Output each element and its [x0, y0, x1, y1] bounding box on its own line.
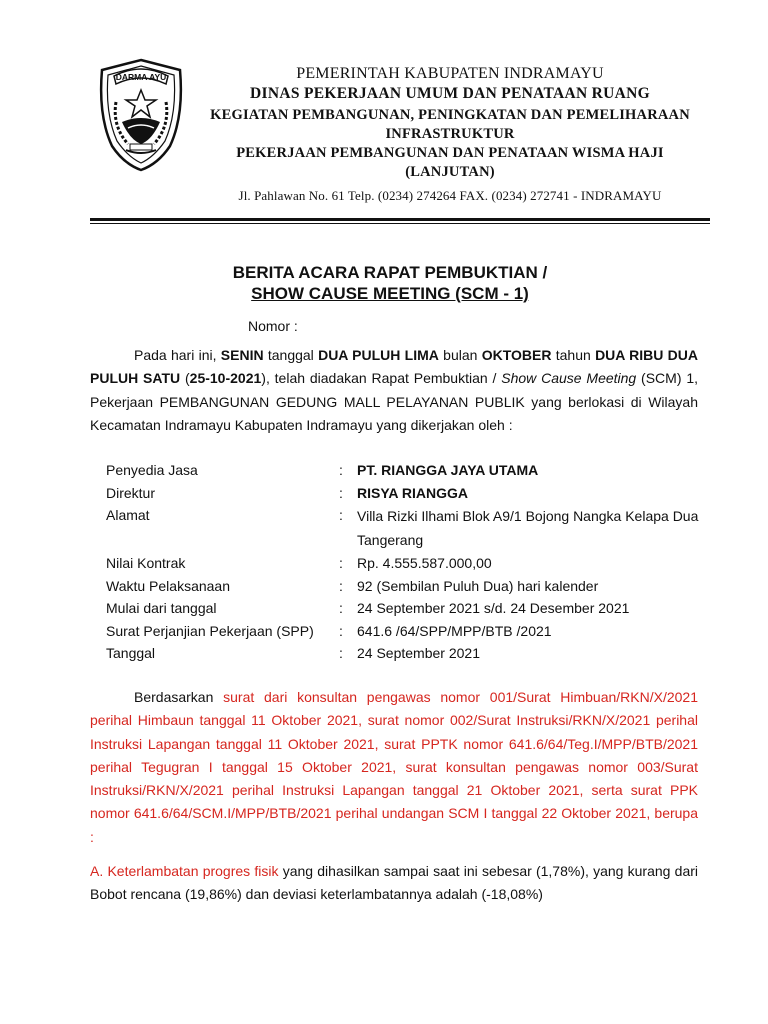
info-value: 24 September 2021	[357, 645, 480, 661]
info-separator: :	[339, 462, 343, 478]
info-value: 92 (Sembilan Puluh Dua) hari kalender	[357, 577, 599, 594]
info-row	[106, 575, 706, 598]
info-value: Villa Rizki Ilhami Blok A9/1 Bojong Nangka Kelapa Dua Tangerang	[357, 508, 699, 548]
info-separator: :	[339, 555, 343, 571]
info-row	[106, 459, 706, 482]
basis-lead-text: Berdasarkan	[134, 689, 224, 705]
meeting-year-words: DUA RIBU DUA PULUH SATU	[90, 347, 698, 387]
info-separator: :	[339, 507, 343, 523]
info-separator: :	[339, 622, 343, 639]
letterhead-activity: KEGIATAN PEMBANGUNAN, PENINGKATAN DAN PEMELIHARAAN INFRASTRUKTUR	[210, 107, 690, 142]
opening-paragraph	[90, 344, 698, 437]
info-label: Penyedia Jasa	[106, 462, 198, 478]
info-value: PT. RIANGGA JAYA UTAMA	[357, 462, 539, 478]
info-row	[106, 482, 706, 505]
info-label: Tanggal	[106, 645, 156, 661]
letterhead-divider-thin	[90, 223, 710, 224]
letterhead-government: PEMERINTAH KABUPATEN INDRAMAYU	[296, 65, 604, 82]
meeting-day: SENIN	[220, 347, 264, 363]
meeting-date-number: 25-10-2021	[189, 370, 262, 387]
document-title	[90, 262, 690, 304]
info-row	[106, 504, 706, 552]
info-row	[106, 642, 706, 665]
point-a-paragraph	[90, 860, 698, 907]
info-label: Waktu Pelaksanaan	[106, 577, 230, 594]
opening-text: bulan	[438, 347, 482, 363]
letterhead	[190, 64, 710, 205]
info-label: Nilai Kontrak	[106, 555, 186, 571]
opening-text: Pada hari ini,	[134, 347, 221, 363]
basis-reference-letters: surat dari konsultan pengawas nomor 001/Surat Himbuan/RKN/X/2021 perihal Himbaun tanggal 11 Oktober 2021, surat nomor 002/Surat Instruksi/RKN/X/2021 perihal Instruksi Lapangan tanggal 11 Oktober 2021, surat PPTK nomor 641.6/64/Teg.I/MPP/BTB/2021 perihal Tegugran I tanggal 15 Oktober 2021, surat konsultan pengawas nomor 003/Surat Instruksi/RKN/X/2021 perihal Instruksi Lapangan tanggal 21 Oktober 2021, serta surat PPK nomor 641.6/64/SCM.I/MPP/BTB/2021 perihal undangan SCM I tanggal 22 Oktober 2021, berupa :	[90, 689, 698, 845]
info-label: Surat Perjanjian Pekerjaan (SPP)	[106, 622, 314, 639]
logo-banner-text: DARMA AYU	[115, 72, 167, 82]
info-value: 641.6 /64/SPP/MPP/BTB /2021	[357, 622, 552, 639]
opening-text: (	[180, 370, 190, 387]
info-value: RISYA RIANGGA	[357, 484, 468, 501]
show-cause-meeting-term: Show Cause Meeting	[501, 370, 637, 387]
opening-text: (SCM) 1, Pekerjaan PEMBANGUNAN GEDUNG MALL PELAYANAN PUBLIK yang berlokasi di Wilayah Kecamatan Indramayu Kabupaten Indramayu yang dikerjakan oleh :	[90, 370, 699, 433]
regency-emblem-logo	[92, 56, 190, 174]
letterhead-department: DINAS PEKERJAAN UMUM DAN PENATAAN RUANG	[250, 85, 650, 102]
meeting-month: OKTOBER	[481, 347, 552, 363]
letterhead-project: PEKERJAAN PEMBANGUNAN DAN PENATAAN WISMA HAJI (LANJUTAN)	[236, 145, 664, 180]
point-a-text: yang dihasilkan sampai saat ini sebesar (1,78%), yang kurang dari Bobot rencana (19,86%) dan deviasi keterlambatannya adalah (-18,08%)	[90, 863, 699, 903]
document-number: Nomor :	[248, 318, 298, 334]
info-value: Rp. 4.555.587.000,00	[357, 555, 492, 571]
info-separator: :	[339, 484, 343, 501]
info-separator: :	[339, 600, 343, 616]
document-title-line1: BERITA ACARA RAPAT PEMBUKTIAN /	[232, 263, 548, 282]
point-a-marker: A.	[90, 863, 104, 879]
info-row	[106, 597, 706, 620]
document-title-line2: SHOW CAUSE MEETING (SCM - 1)	[251, 284, 529, 303]
contract-info-table	[106, 459, 706, 665]
info-separator: :	[339, 577, 343, 594]
opening-text: tahun	[551, 347, 596, 363]
opening-text: ), telah diadakan Rapat Pembuktian /	[261, 370, 502, 387]
info-row	[106, 552, 706, 575]
info-row	[106, 620, 706, 643]
opening-text: tanggal	[263, 347, 319, 363]
info-label: Direktur	[106, 484, 156, 501]
letterhead-divider-thick	[90, 218, 710, 221]
point-a-heading: Keterlambatan progres fisik	[103, 863, 279, 879]
info-separator: :	[339, 645, 343, 661]
info-label: Mulai dari tanggal	[106, 600, 217, 616]
info-value: 24 September 2021 s/d. 24 Desember 2021	[357, 600, 630, 616]
basis-paragraph	[90, 686, 698, 849]
letterhead-address: Jl. Pahlawan No. 61 Telp. (0234) 274264 FAX. (0234) 272741 - INDRAMAYU	[238, 188, 662, 203]
meeting-date-words: DUA PULUH LIMA	[318, 347, 439, 363]
info-label: Alamat	[106, 507, 150, 523]
